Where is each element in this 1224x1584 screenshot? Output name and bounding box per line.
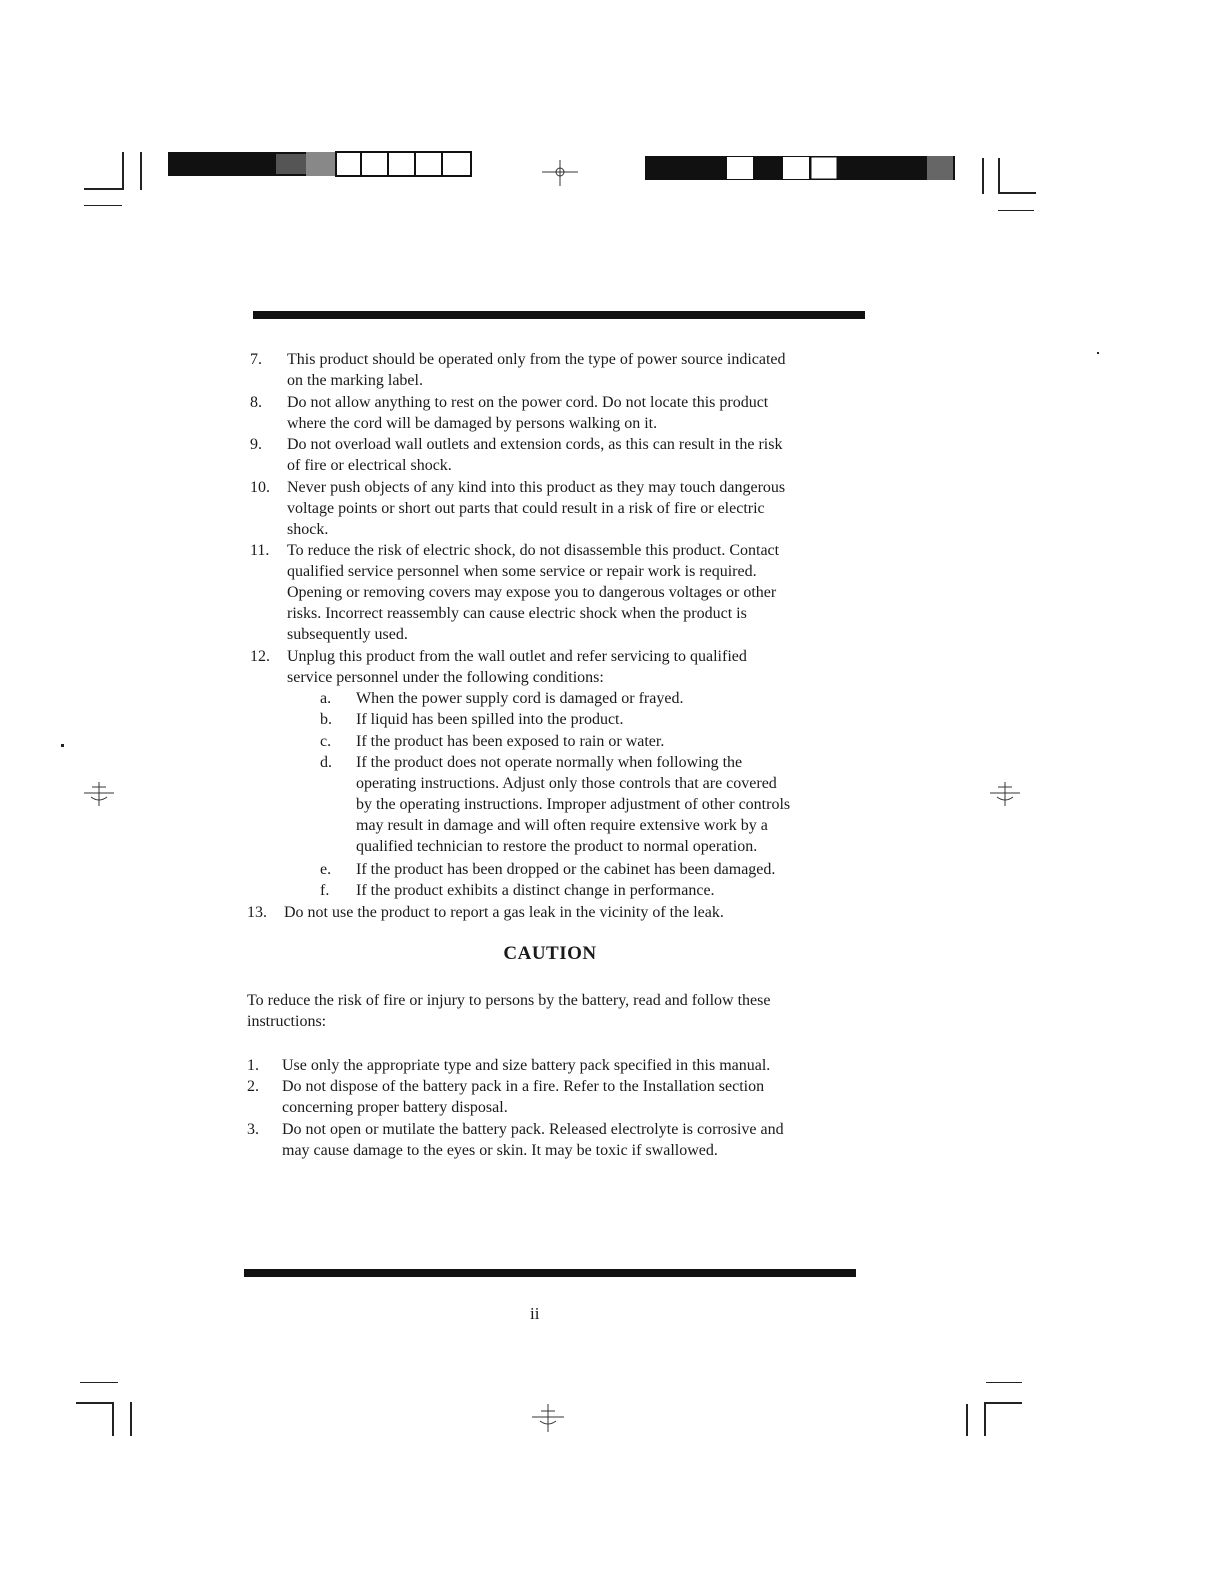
list-item-text: Do not allow anything to rest on the power cord. Do not locate this product where the cord will be damaged by persons walking on it.: [287, 394, 769, 432]
list-item: [250, 392, 870, 434]
condition-item: [320, 688, 860, 709]
caution-item-text: Use only the appropriate type and size battery pack specified in this manual.: [282, 1057, 771, 1074]
list-item-number: 13.: [247, 904, 267, 921]
caution-item-number: 1.: [247, 1057, 259, 1074]
list-item-number: 10.: [250, 479, 270, 496]
crop-mark-top-left-v2: [140, 152, 142, 190]
condition-letter: a.: [320, 690, 332, 707]
crop-mark-bottom-left-v2: [130, 1402, 132, 1436]
crop-mark-bottom-right-v2: [966, 1404, 968, 1436]
list-item-number: 7.: [250, 351, 262, 368]
crop-mark-top-left-h: [84, 188, 122, 190]
condition-letter: f.: [320, 882, 330, 899]
condition-letter: c.: [320, 733, 332, 750]
crop-mark-bottom-left-h: [76, 1402, 114, 1404]
condition-letter: b.: [320, 711, 332, 728]
condition-text: If the product does not operate normally when following the operating instructions. Adjust only those controls that are covered by the operating instructions. Improper adjustment of other controls may result in damage and will often require extensive work by a qualified technician to restore the product to normal operation.: [356, 754, 791, 855]
registration-target-bottom: [530, 1400, 566, 1434]
caution-item-number: 3.: [247, 1121, 259, 1138]
crop-mark-top-right-v2: [982, 158, 984, 194]
crop-mark-top-right-v: [998, 158, 1000, 194]
condition-item: [320, 859, 860, 880]
caution-intro: To reduce the risk of fire or injury to persons by the battery, read and follow these instructions:: [247, 992, 771, 1030]
crop-mark-top-right-under: [998, 210, 1034, 211]
condition-letter: d.: [320, 754, 332, 771]
crop-mark-bottom-left-v: [112, 1402, 114, 1436]
crop-mark-top-right-h: [998, 192, 1036, 194]
list-item: [250, 349, 870, 391]
speck: [1097, 352, 1099, 354]
condition-item: [320, 731, 860, 752]
condition-item: [320, 752, 860, 857]
list-item-text: This product should be operated only from the type of power source indicated on the marking label.: [287, 351, 786, 389]
list-item: [250, 540, 870, 646]
caution-item-text: Do not dispose of the battery pack in a fire. Refer to the Installation section concerning proper battery disposal.: [282, 1078, 765, 1116]
page-number: ii: [530, 1304, 540, 1323]
list-item-text: Never push objects of any kind into this product as they may touch dangerous voltage points or short out parts that could result in a risk of fire or electric shock.: [287, 479, 786, 538]
bottom-rule: [244, 1269, 856, 1277]
print-calibration-bar-right: [645, 154, 955, 182]
list-item-text: Unplug this product from the wall outlet and refer servicing to qualified service personnel under the following conditions:: [287, 648, 747, 686]
caution-heading: CAUTION: [503, 943, 597, 964]
list-item-number: 11.: [250, 542, 270, 559]
top-rule: [253, 311, 865, 319]
list-item: [247, 902, 867, 923]
caution-item: [247, 1055, 867, 1076]
list-item: [250, 477, 870, 540]
list-item-text: Do not use the product to report a gas leak in the vicinity of the leak.: [284, 904, 724, 921]
list-item: [250, 646, 870, 688]
condition-text: If the product has been exposed to rain or water.: [356, 733, 665, 750]
crop-mark-bottom-left-over: [80, 1382, 118, 1383]
condition-text: If the product has been dropped or the cabinet has been damaged.: [356, 861, 776, 878]
caution-item: [247, 1119, 867, 1161]
condition-text: If liquid has been spilled into the product.: [356, 711, 624, 728]
print-calibration-bar-left: [168, 150, 473, 180]
registration-target-top: [540, 158, 580, 188]
registration-target-right: [988, 778, 1022, 808]
list-item: [250, 434, 870, 476]
caution-item-text: Do not open or mutilate the battery pack. Released electrolyte is corrosive and may cause damage to the eyes or skin. It may be toxic if swallowed.: [282, 1121, 784, 1159]
list-item-text: To reduce the risk of electric shock, do not disassemble this product. Contact qualified service personnel when some service or repair work is required. Opening or removing covers may expose you to dangerous voltages or other risks. Incorrect reassembly can cause electric shock when the product is subsequently used.: [287, 542, 780, 643]
registration-target-left: [82, 778, 116, 808]
crop-mark-top-left-under: [84, 205, 122, 206]
crop-mark-bottom-right-over: [986, 1382, 1022, 1383]
list-item-number: 8.: [250, 394, 262, 411]
list-item-number: 12.: [250, 648, 270, 665]
condition-text: If the product exhibits a distinct change in performance.: [356, 882, 715, 899]
crop-mark-top-left-v: [122, 152, 124, 190]
list-item-number: 9.: [250, 436, 262, 453]
list-item-text: Do not overload wall outlets and extension cords, as this can result in the risk of fire or electrical shock.: [287, 436, 783, 474]
caution-item-number: 2.: [247, 1078, 259, 1095]
condition-letter: e.: [320, 861, 332, 878]
caution-item: [247, 1076, 867, 1118]
condition-text: When the power supply cord is damaged or frayed.: [356, 690, 684, 707]
speck: [61, 744, 64, 747]
condition-item: [320, 880, 860, 901]
crop-mark-bottom-right-v: [984, 1402, 986, 1436]
crop-mark-bottom-right-h: [984, 1402, 1022, 1404]
condition-item: [320, 709, 860, 730]
